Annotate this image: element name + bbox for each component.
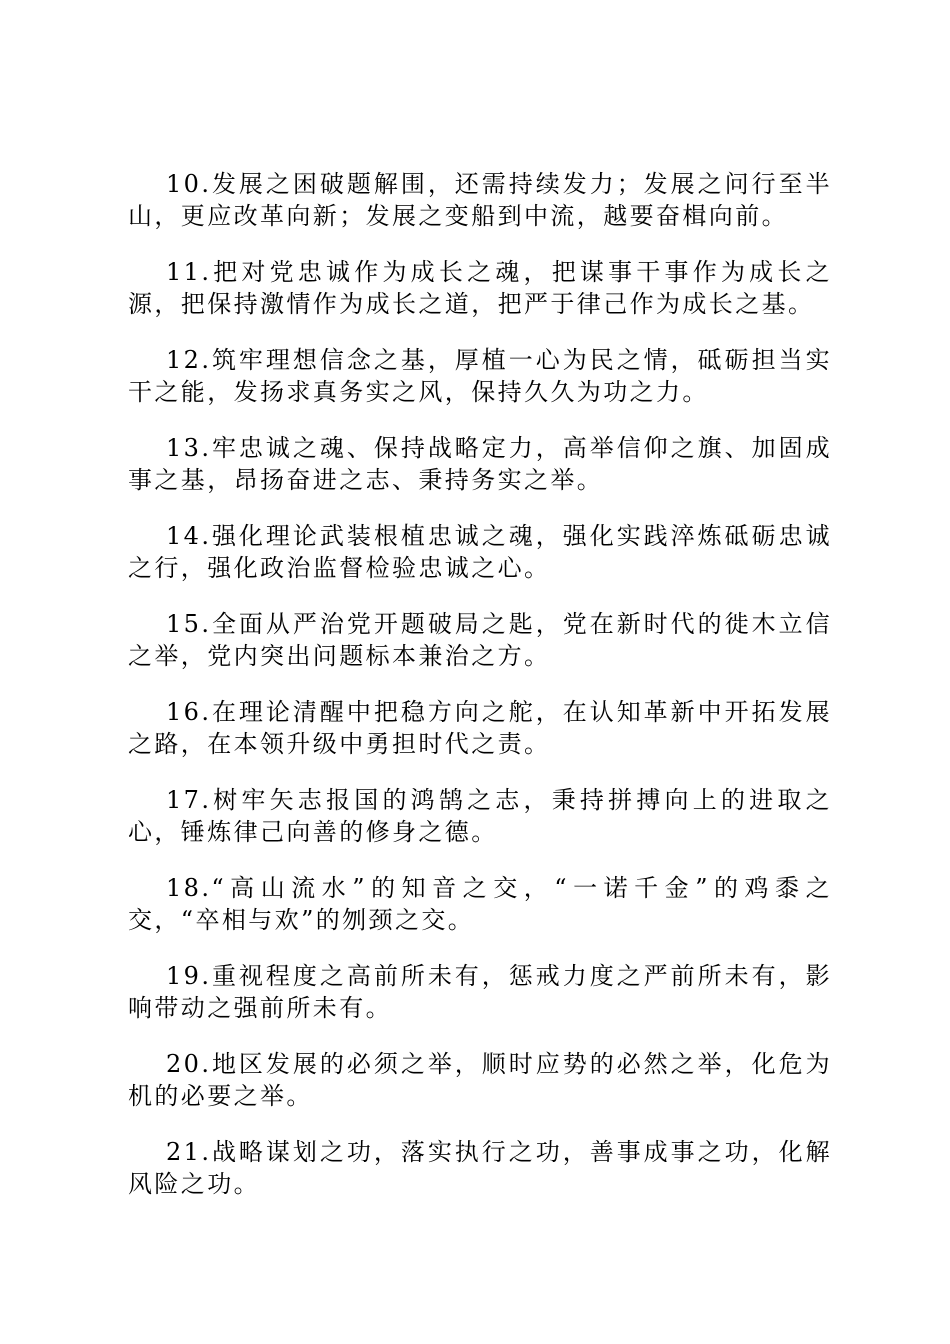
- paragraph-13: 13.牢忠诚之魂、保持战略定力，高举信仰之旗、加固成事之基，昂扬奋进之志、秉持务实之举。: [128, 434, 832, 494]
- paragraph-16: 16.在理论清醒中把稳方向之舵，在认知革新中开拓发展之路，在本领升级中勇担时代之责。: [128, 698, 832, 758]
- paragraph-18: 18.“高山流水”的知音之交，“一诺千金”的鸡黍之交，“卒相与欢”的刎颈之交。: [128, 874, 832, 934]
- paragraph-19: 19.重视程度之高前所未有，惩戒力度之严前所未有，影响带动之强前所未有。: [128, 962, 832, 1022]
- paragraph-17: 17.树牢矢志报国的鸿鹄之志，秉持拼搏向上的进取之心，锤炼律己向善的修身之德。: [128, 786, 832, 846]
- paragraph-12: 12.筑牢理想信念之基，厚植一心为民之情，砥砺担当实干之能，发扬求真务实之风，保持久久为功之力。: [128, 346, 832, 406]
- paragraph-14: 14.强化理论武装根植忠诚之魂，强化实践淬炼砥砺忠诚之行，强化政治监督检验忠诚之心。: [128, 522, 832, 582]
- document-body: [128, 168, 832, 1224]
- paragraph-20: 20.地区发展的必须之举，顺时应势的必然之举，化危为机的必要之举。: [128, 1050, 832, 1110]
- paragraph-10: 10.发展之困破题解围，还需持续发力；发展之问行至半山，更应改革向新；发展之变船到中流，越要奋楫向前。: [128, 170, 832, 230]
- paragraph-21: 21.战略谋划之功，落实执行之功，善事成事之功，化解风险之功。: [128, 1138, 832, 1198]
- paragraph-15: 15.全面从严治党开题破局之匙，党在新时代的徙木立信之举，党内突出问题标本兼治之方。: [128, 610, 832, 670]
- paragraph-11: 11.把对党忠诚作为成长之魂，把谋事干事作为成长之源，把保持激情作为成长之道，把严于律己作为成长之基。: [128, 258, 832, 318]
